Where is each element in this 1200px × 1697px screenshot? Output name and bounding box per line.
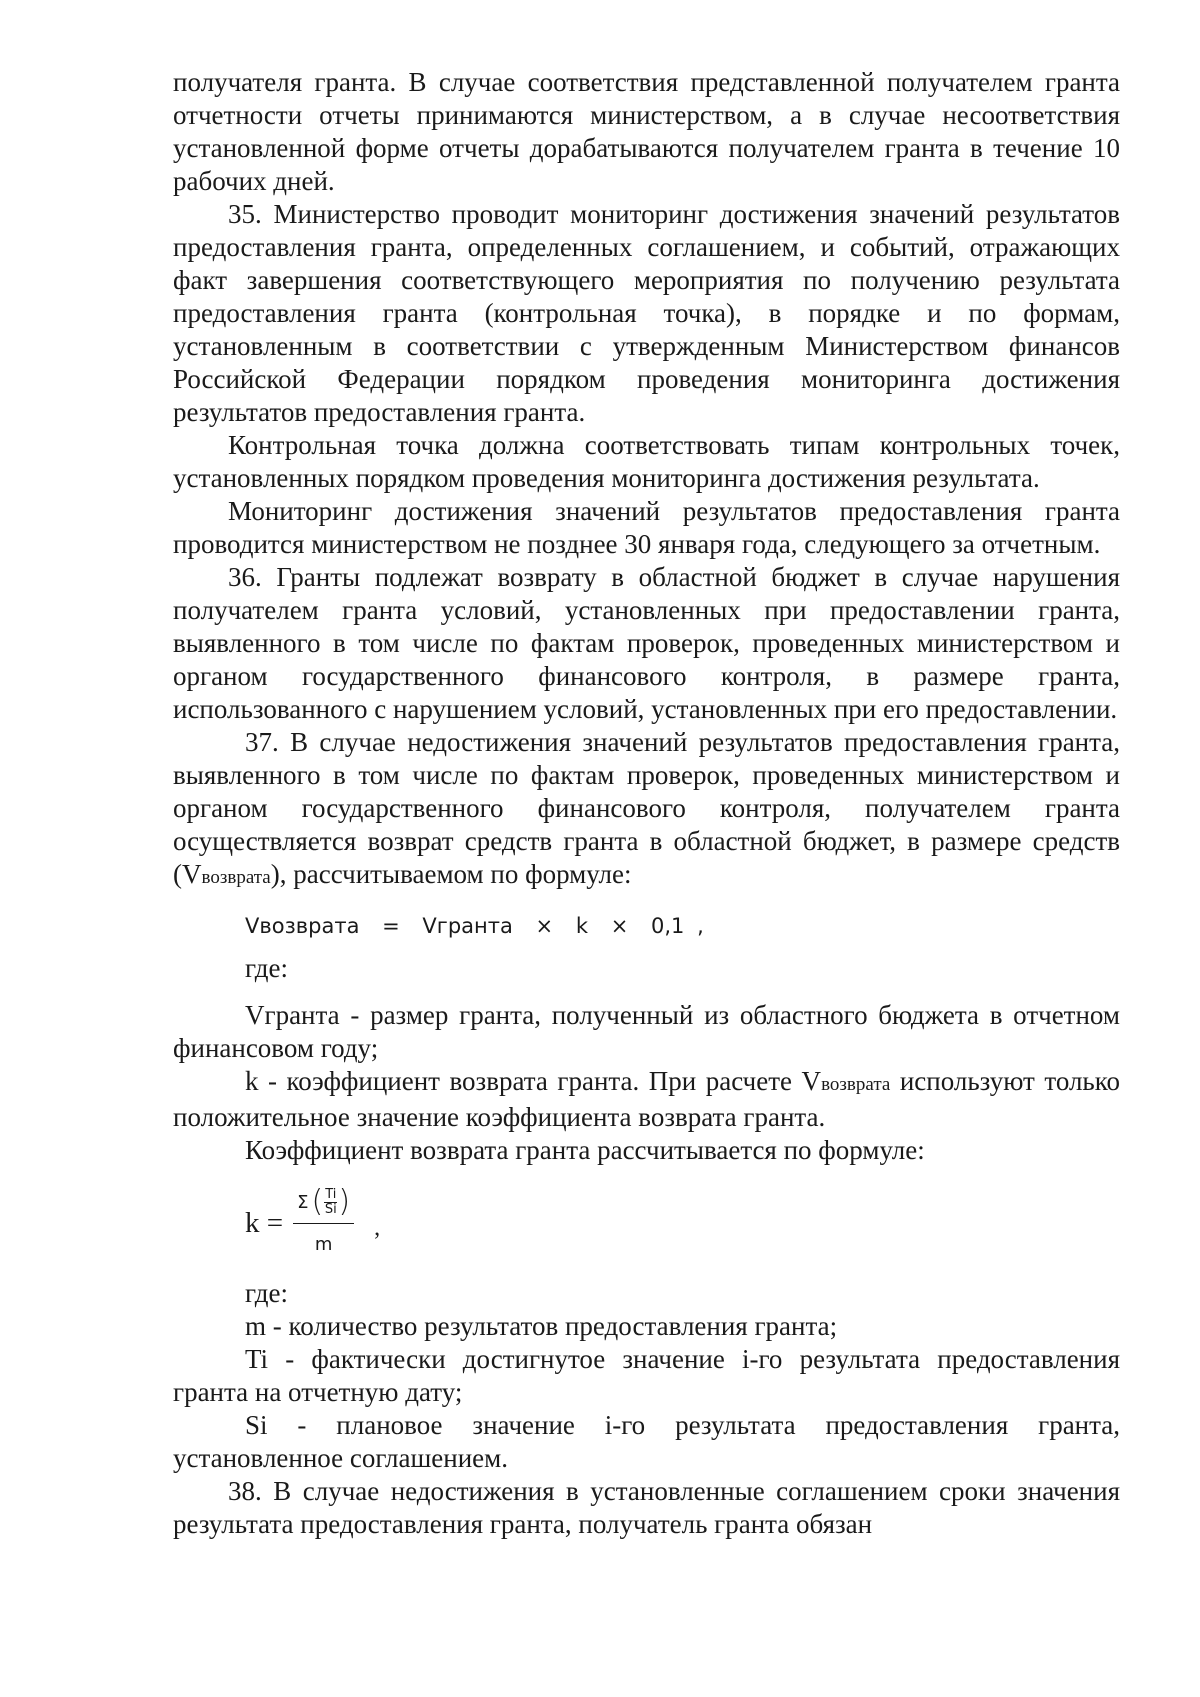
si-symbol: Si [324,1201,337,1217]
paragraph-monitoring-deadline: Мониторинг достижения значений результатов предоставления гранта проводится министерством не позднее 30 января года, следующего за отчетным. [173,496,1120,559]
paragraph-37-subscript: возврата [201,867,271,888]
coefficient-intro: Коэффициент возврата гранта рассчитывается по формуле: [245,1135,925,1165]
definition-ti: Ti - фактически достигнутое значение i-го результата предоставления гранта на отчетную дату; [173,1344,1120,1407]
paragraph-36: 36. Гранты подлежат возврату в областной бюджет в случае нарушения получателем гранта условий, установленных при предоставлении гранта, выявленного в том числе по фактам проверок, проведенных министерством и органом государственного финансового контроля, в размере гранта, использованного с нарушением условий, установленных при его предоставлении. [173,562,1120,724]
formula-times-2: × [610,914,629,938]
formula-k-term: k [575,914,589,938]
definition-si: Si - плановое значение i-го результата предоставления гранта, установленное соглашением. [173,1410,1120,1473]
coefficient-denominator: m [314,1233,333,1255]
paragraph-control-point: Контрольная точка должна соответствовать типам контрольных точек, установленных порядком проведения мониторинга достижения результата. [173,430,1120,493]
paragraph-37-text: 37. В случае недостижения значений результатов предоставления гранта, выявленного в том числе по фактам проверок, проведенных министерством и органом государственного финансового контроля, получателем гранта осуществляется возврат средств гранта в областной бюджет, в размере средств (V [173,727,1120,889]
definition-k-end: используют только положительное значение коэффициента возврата гранта. [173,1066,1120,1132]
definition-v-grant: Vгранта - размер гранта, полученный из областного бюджета в отчетном финансовом году; [173,1000,1120,1063]
definition-k-text: k - коэффициент возврата гранта. При расчете V [245,1066,822,1096]
coefficient-lhs: k = [245,1206,284,1239]
paragraph-37 [173,726,1120,894]
where-label-2: где: [245,1278,288,1308]
paragraph-35: 35. Министерство проводит мониторинг достижения значений результатов предоставления гранта, определенных соглашением, и событий, отражающих факт завершения соответствующего мероприятия по получению результата предоставления гранта (контрольная точка), в порядке и по формам, установленным в соответствии с утвержденным Министерством финансов Российской Федерации порядком проведения мониторинга достижения результатов предоставления гранта. [173,199,1120,427]
formula-lhs: Vвозврата [245,914,360,938]
formula-constant: 0,1 [651,914,685,938]
refund-formula [173,906,1120,946]
where-label-1: где: [245,953,288,983]
document-page [173,66,1120,1541]
formula-comma: , [697,914,704,938]
definition-k [173,1065,1120,1134]
definition-m: m - количество результатов предоставления гранта; [245,1311,838,1341]
formula-times-1: × [535,914,554,938]
coefficient-fraction [293,1186,354,1261]
formula-grant-term: Vгранта [422,914,513,938]
coefficient-comma: , [374,1214,381,1241]
paragraph-37-end: ), рассчитываемом по формуле: [270,859,632,889]
paren-close: ) [338,1184,351,1219]
paragraph-reporting: получателя гранта. В случае соответствия представленной получателем гранта отчетности отчеты принимаются министерством, а в случае несоответствия установленной форме отчеты дорабатываются получателем гранта в течение 10 рабочих дней. [173,67,1120,196]
coefficient-formula [173,1173,1120,1273]
coefficient-numerator [293,1186,354,1224]
paren-open: ( [311,1184,324,1219]
ti-over-si [324,1188,337,1217]
definition-k-subscript: возврата [821,1074,891,1095]
paragraph-38: 38. В случае недостижения в установленные соглашением сроки значения результата предоставления гранта, получатель гранта обязан [173,1476,1120,1539]
ti-symbol: Ti [325,1186,337,1202]
sigma-symbol: Σ [297,1191,309,1213]
formula-equals: = [382,914,400,938]
